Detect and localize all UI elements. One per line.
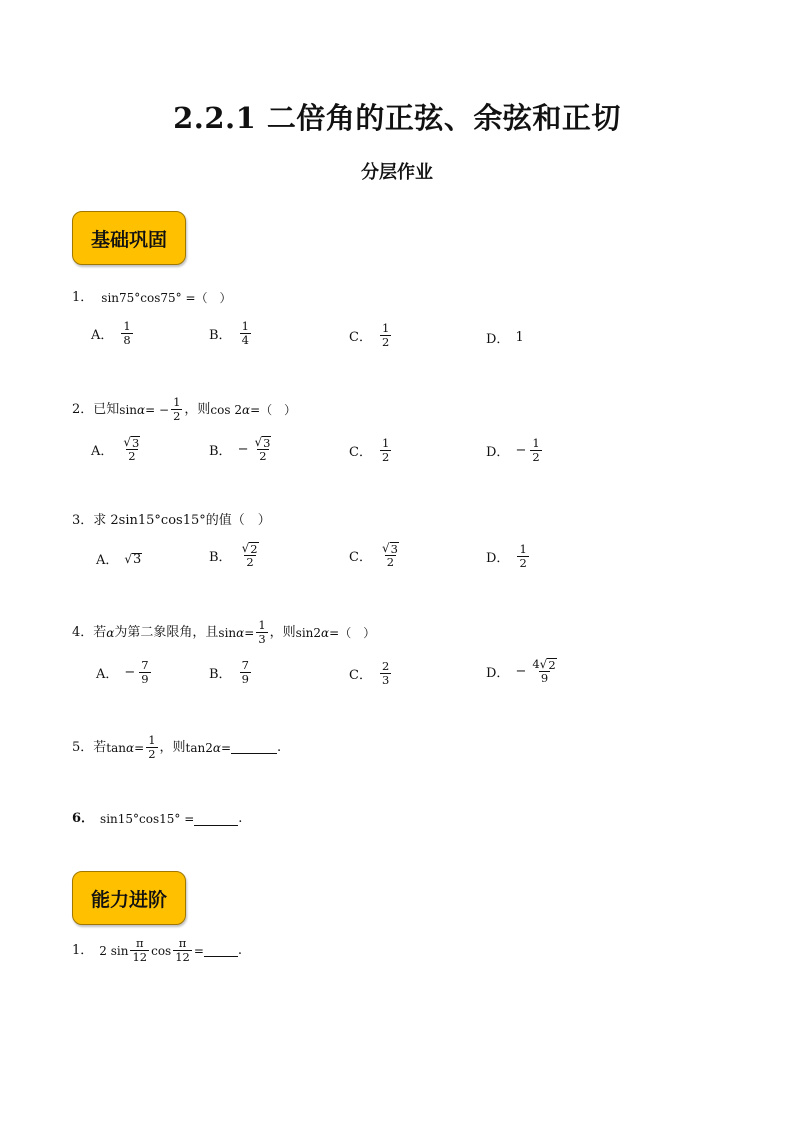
minus-sign: − xyxy=(237,442,249,457)
option-label: C． xyxy=(349,445,372,460)
question-1 xyxy=(72,289,232,307)
math-tan2: tan2 xyxy=(185,740,213,755)
fraction: $\frac{7}{9}$ xyxy=(141,658,149,686)
option-a[interactable] xyxy=(96,549,142,568)
math-sin2: sin2 xyxy=(295,625,322,640)
option-label: D． xyxy=(486,445,510,460)
advanced-question-1 xyxy=(72,937,242,964)
option-label: A． xyxy=(91,444,114,459)
option-b[interactable] xyxy=(209,542,263,569)
math-alpha: α xyxy=(236,625,245,640)
option-label: A． xyxy=(91,328,114,343)
question-expression: sin15°cos15° = xyxy=(100,812,195,826)
math-cos: cos xyxy=(151,943,172,958)
fraction: $\frac{1}{2}$ xyxy=(532,436,540,464)
fraction: $\frac{\pi}{12}$ xyxy=(175,936,190,964)
question-number: 1． xyxy=(72,942,94,958)
option-label: D． xyxy=(486,551,510,566)
fraction: √ 2 2 xyxy=(241,541,258,569)
fraction: $\frac{1}{2}$ xyxy=(381,436,390,464)
section-badge-advanced: 能力进阶 xyxy=(72,871,186,925)
fraction: 4 √ 2 9 xyxy=(532,657,556,685)
math-alpha: α xyxy=(137,402,146,417)
punctuation: . xyxy=(238,811,243,826)
fraction: √ 3 2 xyxy=(254,435,271,463)
math-alpha: α xyxy=(106,625,115,640)
fraction: $\frac{7}{9}$ xyxy=(241,658,249,686)
option-label: A． xyxy=(96,667,119,682)
option-b[interactable] xyxy=(209,320,253,347)
option-label: B． xyxy=(209,667,232,682)
option-label: C． xyxy=(349,330,372,345)
question-3 xyxy=(72,512,271,530)
option-c[interactable] xyxy=(349,322,393,349)
option-d[interactable] xyxy=(486,658,561,685)
option-c[interactable] xyxy=(349,542,403,569)
question-expression: sin75°cos75° =（ ） xyxy=(101,291,232,305)
answer-blank[interactable] xyxy=(204,944,238,957)
math-suffix: =（ ） xyxy=(329,625,376,640)
page-title: 2.2.1 二倍角的正弦、余弦和正切 xyxy=(173,101,621,135)
math-suffix: =（ ） xyxy=(250,402,297,417)
option-label: B． xyxy=(209,444,232,459)
fraction: $\frac{1}{3}$ xyxy=(258,618,266,646)
math-alpha: α xyxy=(212,740,221,755)
question-5 xyxy=(72,734,281,761)
fraction: $\frac{1}{2}$ xyxy=(381,321,390,349)
math-suffix: = xyxy=(193,943,204,958)
answer-blank[interactable] xyxy=(231,741,277,754)
question-text: 求 2sin15°cos15°的值（ ） xyxy=(93,513,271,528)
square-root: √ 3 xyxy=(124,551,142,567)
math-alpha: α xyxy=(241,402,251,417)
question-number: 3． xyxy=(72,513,94,528)
question-text: ，则 xyxy=(159,739,186,755)
option-a[interactable] xyxy=(91,320,135,347)
math-suffix: = xyxy=(220,740,232,755)
math-tan: tan xyxy=(106,740,127,755)
option-label: B． xyxy=(209,550,232,565)
fraction: $\frac{1}{2}$ xyxy=(519,542,527,570)
math-eq: = − xyxy=(145,402,170,417)
math-sin: sin xyxy=(119,402,138,417)
option-a[interactable] xyxy=(91,436,144,463)
math-alpha: α xyxy=(321,625,330,640)
minus-sign: − xyxy=(515,443,527,458)
option-b[interactable] xyxy=(209,659,253,686)
option-label: C． xyxy=(349,668,372,683)
fraction: $\frac{1}{2}$ xyxy=(173,395,181,423)
fraction: $\frac{1}{2}$ xyxy=(148,733,156,761)
fraction: √ 3 2 xyxy=(381,541,398,569)
question-4 xyxy=(72,619,375,646)
option-label: C． xyxy=(349,550,372,565)
option-a[interactable] xyxy=(96,659,153,686)
punctuation: . xyxy=(237,942,243,958)
option-value: 1 xyxy=(515,330,524,345)
question-6 xyxy=(72,810,242,828)
question-text: 已知 xyxy=(93,401,120,417)
fraction: √ 3 2 xyxy=(123,435,140,463)
question-number: 6． xyxy=(72,811,95,826)
question-text: 为第二象限角，且 xyxy=(114,624,219,640)
option-label: B． xyxy=(209,328,232,343)
answer-blank[interactable] xyxy=(194,813,238,826)
math-eq: = xyxy=(134,740,145,755)
option-d[interactable] xyxy=(486,328,524,347)
question-number: 2． xyxy=(72,401,94,417)
option-label: D． xyxy=(486,666,510,681)
question-2 xyxy=(72,396,296,423)
section-badge-basic: 基础巩固 xyxy=(72,211,186,265)
question-text: 若 xyxy=(93,624,107,640)
minus-sign: − xyxy=(124,665,136,680)
question-number: 5． xyxy=(72,739,94,755)
question-text: 若 xyxy=(93,739,107,755)
question-text: ，则 xyxy=(184,401,211,417)
option-label: D． xyxy=(486,332,510,347)
page-subtitle: 分层作业 xyxy=(361,162,433,183)
fraction: $\frac{2}{3}$ xyxy=(381,659,390,687)
punctuation: . xyxy=(277,739,282,755)
option-d[interactable] xyxy=(486,437,544,464)
question-number: 1． xyxy=(72,290,94,305)
option-label: A． xyxy=(96,553,119,568)
fraction: $\frac{1}{4}$ xyxy=(241,319,249,347)
math-alpha: α xyxy=(126,740,135,755)
fraction: $\frac{1}{8}$ xyxy=(123,319,131,347)
fraction: $\frac{\pi}{12}$ xyxy=(132,936,148,964)
math-text: 2 sin xyxy=(99,943,129,958)
math-cos2: cos 2 xyxy=(210,402,242,417)
option-c[interactable] xyxy=(349,660,393,687)
question-text: ，则 xyxy=(269,624,296,640)
minus-sign: − xyxy=(515,664,527,679)
question-number: 4． xyxy=(72,624,94,640)
option-b[interactable] xyxy=(209,436,275,463)
option-d[interactable] xyxy=(486,543,531,570)
math-sin: sin xyxy=(218,625,237,640)
math-eq: = xyxy=(244,625,255,640)
option-c[interactable] xyxy=(349,437,393,464)
